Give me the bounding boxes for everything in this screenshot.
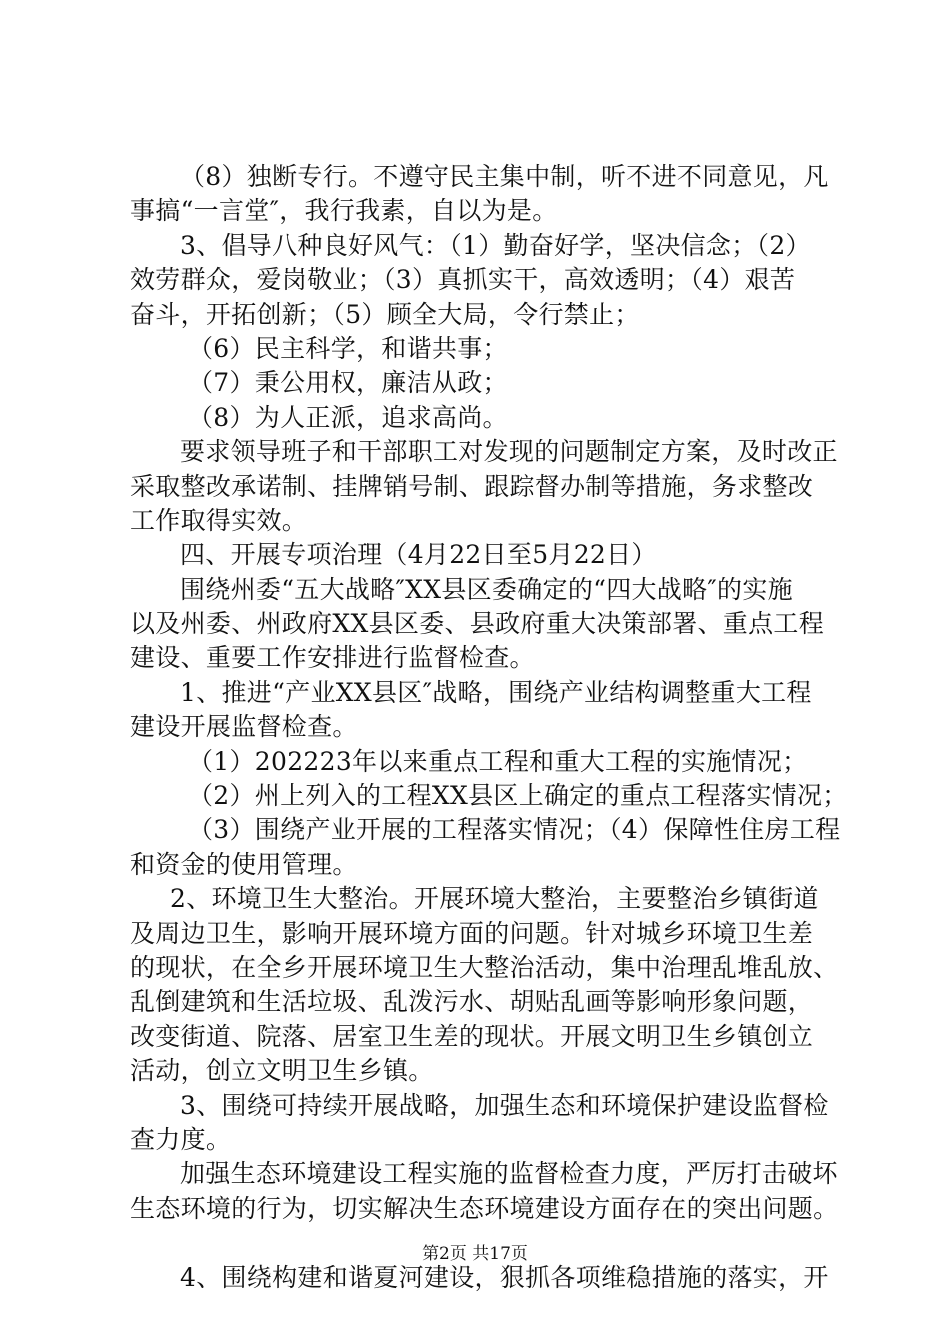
paragraph-line: 工作取得实效。 (130, 505, 308, 535)
paragraph-line: 生态环境的行为，切实解决生态环境建设方面存在的突出问题。 (130, 1193, 839, 1223)
paragraph-line: （2）州上列入的工程XX县区上确定的重点工程落实情况； (188, 781, 848, 811)
paragraph-line: 加强生态环境建设工程实施的监督检查力度，严厉打击破坏 (180, 1159, 838, 1189)
paragraph-line: 及周边卫生，影响开展环境方面的问题。针对城乡环境卫生差 (130, 918, 814, 948)
document-body (130, 160, 848, 1295)
paragraph-line: 查力度。 (130, 1124, 232, 1154)
paragraph-line: 1、推进“产业XX县区″战略，围绕产业结构调整重大工程 (180, 677, 812, 707)
paragraph-line: 活动，创立文明卫生乡镇。 (130, 1056, 434, 1086)
paragraph-line: 效劳群众，爱岗敬业；（3）真抓实干，高效透明；（4）艰苦 (130, 265, 796, 295)
paragraph-line: 建设开展监督检查。 (130, 712, 358, 742)
paragraph-line: 2、环境卫生大整治。开展环境大整治，主要整治乡镇街道 (170, 884, 819, 914)
paragraph-line: 建设、重要工作安排进行监督检查。 (130, 643, 535, 673)
paragraph-line: 要求领导班子和干部职工对发现的问题制定方案，及时改正 (180, 437, 838, 467)
paragraph-line: 乱倒建筑和生活垃圾、乱泼污水、胡贴乱画等影响形象问题， (130, 987, 814, 1017)
paragraph-line: （8）为人正派，追求高尚。 (188, 402, 508, 432)
paragraph-line: 围绕州委“五大战略″XX县区委确定的“四大战略″的实施 (180, 574, 793, 604)
paragraph-line: 以及州委、州政府XX县区委、县政府重大决策部署、重点工程 (130, 609, 824, 639)
paragraph-line: 4、围绕构建和谐夏河建设，狠抓各项维稳措施的落实，开 (180, 1262, 829, 1292)
paragraph-line: 事搞“一言堂″，我行我素，自以为是。 (130, 196, 558, 226)
paragraph-line: 和资金的使用管理。 (130, 849, 358, 879)
section-heading: 四、开展专项治理（4月22日至5月22日） (180, 540, 657, 570)
paragraph-line: （3）围绕产业开展的工程落实情况；（4）保障性住房工程 (188, 815, 841, 845)
paragraph-line: 奋斗，开拓创新；（5）顾全大局，令行禁止； (130, 299, 640, 329)
page-number-footer: 第2页 共17页 (422, 1244, 528, 1264)
paragraph-line: （7）秉公用权，廉洁从政； (188, 368, 508, 398)
paragraph-line: （1）202223年以来重点工程和重大工程的实施情况； (188, 746, 808, 776)
paragraph-line: 3、倡导八种良好风气：（1）勤奋好学，坚决信念；（2） (180, 230, 811, 260)
paragraph-line: （6）民主科学，和谐共事； (188, 333, 508, 363)
paragraph-line: 采取整改承诺制、挂牌销号制、跟踪督办制等措施，务求整改 (130, 471, 814, 501)
paragraph-line: 3、围绕可持续开展战略，加强生态和环境保护建设监督检 (180, 1090, 829, 1120)
paragraph-line: 改变街道、院落、居室卫生差的现状。开展文明卫生乡镇创立 (130, 1021, 814, 1051)
paragraph-line: （8）独断专行。不遵守民主集中制，听不进不同意见，凡 (180, 162, 829, 191)
paragraph-line: 的现状，在全乡开展环境卫生大整治活动，集中治理乱堆乱放、 (130, 952, 839, 982)
